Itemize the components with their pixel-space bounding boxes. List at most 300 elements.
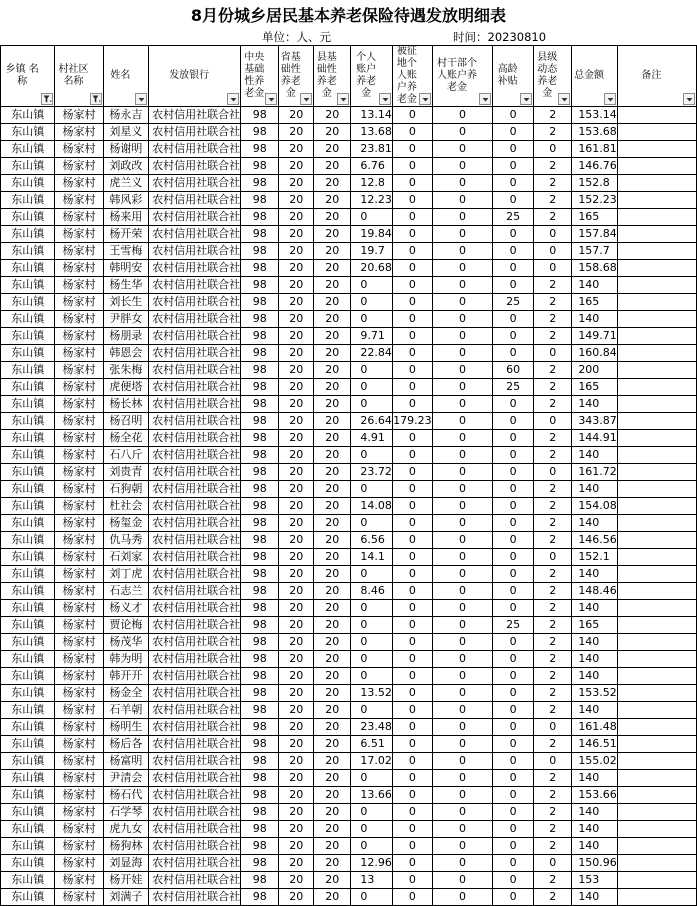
town-cell[interactable]: 东山镇 bbox=[1, 583, 55, 600]
name-cell[interactable]: 王雪梅 bbox=[103, 243, 149, 260]
personal-account-cell[interactable]: 6.51 bbox=[351, 736, 393, 753]
personal-account-cell[interactable]: 0 bbox=[351, 838, 393, 855]
land-account-cell[interactable]: 0 bbox=[392, 838, 432, 855]
central-pension-cell[interactable]: 98 bbox=[241, 549, 279, 566]
province-pension-cell[interactable]: 20 bbox=[279, 413, 314, 430]
name-cell[interactable]: 杨朋录 bbox=[103, 328, 149, 345]
central-pension-cell[interactable]: 98 bbox=[241, 447, 279, 464]
name-cell[interactable]: 杨生华 bbox=[103, 277, 149, 294]
age-subsidy-cell[interactable]: 0 bbox=[493, 498, 534, 515]
province-pension-cell[interactable]: 20 bbox=[279, 872, 314, 889]
age-subsidy-cell[interactable]: 0 bbox=[493, 753, 534, 770]
name-cell[interactable]: 杨谢明 bbox=[103, 141, 149, 158]
personal-account-cell[interactable]: 19.84 bbox=[351, 226, 393, 243]
filter-dropdown-button[interactable] bbox=[300, 93, 312, 105]
age-subsidy-cell[interactable]: 0 bbox=[493, 141, 534, 158]
province-pension-cell[interactable]: 20 bbox=[279, 634, 314, 651]
age-subsidy-cell[interactable]: 0 bbox=[493, 566, 534, 583]
total-amount-cell[interactable]: 165 bbox=[572, 294, 618, 311]
name-cell[interactable]: 杨义才 bbox=[103, 600, 149, 617]
land-account-cell[interactable]: 179.23 bbox=[392, 413, 432, 430]
land-account-cell[interactable]: 0 bbox=[392, 209, 432, 226]
age-subsidy-cell[interactable]: 0 bbox=[493, 549, 534, 566]
cadre-account-cell[interactable]: 0 bbox=[432, 277, 492, 294]
dynamic-pension-cell[interactable]: 2 bbox=[534, 124, 572, 141]
age-subsidy-cell[interactable]: 0 bbox=[493, 175, 534, 192]
name-cell[interactable]: 仇马秀 bbox=[103, 532, 149, 549]
personal-account-cell[interactable]: 6.76 bbox=[351, 158, 393, 175]
name-cell[interactable]: 刘显海 bbox=[103, 855, 149, 872]
total-amount-cell[interactable]: 140 bbox=[572, 311, 618, 328]
bank-cell[interactable]: 农村信用社联合社 bbox=[149, 617, 241, 634]
province-pension-cell[interactable]: 20 bbox=[279, 515, 314, 532]
note-cell[interactable] bbox=[617, 158, 696, 175]
age-subsidy-cell[interactable]: 0 bbox=[493, 158, 534, 175]
total-amount-cell[interactable]: 140 bbox=[572, 804, 618, 821]
total-amount-cell[interactable]: 154.08 bbox=[572, 498, 618, 515]
land-account-cell[interactable]: 0 bbox=[392, 141, 432, 158]
age-subsidy-cell[interactable]: 0 bbox=[493, 668, 534, 685]
land-account-cell[interactable]: 0 bbox=[392, 328, 432, 345]
town-cell[interactable]: 东山镇 bbox=[1, 889, 55, 906]
town-cell[interactable]: 东山镇 bbox=[1, 175, 55, 192]
province-pension-cell[interactable]: 20 bbox=[279, 753, 314, 770]
county-pension-cell[interactable]: 20 bbox=[314, 651, 351, 668]
bank-cell[interactable]: 农村信用社联合社 bbox=[149, 702, 241, 719]
bank-cell[interactable]: 农村信用社联合社 bbox=[149, 396, 241, 413]
note-cell[interactable] bbox=[617, 498, 696, 515]
filter-dropdown-button[interactable] bbox=[265, 93, 277, 105]
age-subsidy-cell[interactable]: 0 bbox=[493, 243, 534, 260]
personal-account-cell[interactable]: 22.84 bbox=[351, 345, 393, 362]
county-pension-cell[interactable]: 20 bbox=[314, 209, 351, 226]
note-cell[interactable] bbox=[617, 634, 696, 651]
village-cell[interactable]: 杨家村 bbox=[55, 209, 103, 226]
village-cell[interactable]: 杨家村 bbox=[55, 345, 103, 362]
note-cell[interactable] bbox=[617, 736, 696, 753]
central-pension-cell[interactable]: 98 bbox=[241, 379, 279, 396]
land-account-cell[interactable]: 0 bbox=[392, 277, 432, 294]
land-account-cell[interactable]: 0 bbox=[392, 600, 432, 617]
province-pension-cell[interactable]: 20 bbox=[279, 345, 314, 362]
town-cell[interactable]: 东山镇 bbox=[1, 345, 55, 362]
province-pension-cell[interactable]: 20 bbox=[279, 821, 314, 838]
county-pension-cell[interactable]: 20 bbox=[314, 821, 351, 838]
dynamic-pension-cell[interactable]: 2 bbox=[534, 838, 572, 855]
age-subsidy-cell[interactable]: 0 bbox=[493, 515, 534, 532]
cadre-account-cell[interactable]: 0 bbox=[432, 158, 492, 175]
personal-account-cell[interactable]: 12.96 bbox=[351, 855, 393, 872]
dynamic-pension-cell[interactable]: 2 bbox=[534, 430, 572, 447]
age-subsidy-cell[interactable]: 0 bbox=[493, 396, 534, 413]
village-cell[interactable]: 杨家村 bbox=[55, 549, 103, 566]
central-pension-cell[interactable]: 98 bbox=[241, 192, 279, 209]
total-amount-cell[interactable]: 343.87 bbox=[572, 413, 618, 430]
personal-account-cell[interactable]: 23.48 bbox=[351, 719, 393, 736]
cadre-account-cell[interactable]: 0 bbox=[432, 260, 492, 277]
dynamic-pension-cell[interactable]: 2 bbox=[534, 668, 572, 685]
age-subsidy-cell[interactable]: 60 bbox=[493, 362, 534, 379]
village-cell[interactable]: 杨家村 bbox=[55, 770, 103, 787]
personal-account-cell[interactable]: 0 bbox=[351, 209, 393, 226]
age-subsidy-cell[interactable]: 0 bbox=[493, 838, 534, 855]
total-amount-cell[interactable]: 146.51 bbox=[572, 736, 618, 753]
total-amount-cell[interactable]: 140 bbox=[572, 634, 618, 651]
name-cell[interactable]: 杨富明 bbox=[103, 753, 149, 770]
personal-account-cell[interactable]: 0 bbox=[351, 889, 393, 906]
cadre-account-cell[interactable]: 0 bbox=[432, 481, 492, 498]
province-pension-cell[interactable]: 20 bbox=[279, 294, 314, 311]
name-cell[interactable]: 尹清会 bbox=[103, 770, 149, 787]
county-pension-cell[interactable]: 20 bbox=[314, 753, 351, 770]
name-cell[interactable]: 石志兰 bbox=[103, 583, 149, 600]
total-amount-cell[interactable]: 157.7 bbox=[572, 243, 618, 260]
note-cell[interactable] bbox=[617, 107, 696, 124]
personal-account-cell[interactable]: 0 bbox=[351, 702, 393, 719]
total-amount-cell[interactable]: 153.52 bbox=[572, 685, 618, 702]
land-account-cell[interactable]: 0 bbox=[392, 107, 432, 124]
province-pension-cell[interactable]: 20 bbox=[279, 651, 314, 668]
central-pension-cell[interactable]: 98 bbox=[241, 787, 279, 804]
land-account-cell[interactable]: 0 bbox=[392, 192, 432, 209]
dynamic-pension-cell[interactable]: 2 bbox=[534, 481, 572, 498]
land-account-cell[interactable]: 0 bbox=[392, 362, 432, 379]
land-account-cell[interactable]: 0 bbox=[392, 294, 432, 311]
land-account-cell[interactable]: 0 bbox=[392, 430, 432, 447]
village-cell[interactable]: 杨家村 bbox=[55, 141, 103, 158]
town-cell[interactable]: 东山镇 bbox=[1, 685, 55, 702]
bank-cell[interactable]: 农村信用社联合社 bbox=[149, 345, 241, 362]
central-pension-cell[interactable]: 98 bbox=[241, 583, 279, 600]
bank-cell[interactable]: 农村信用社联合社 bbox=[149, 651, 241, 668]
age-subsidy-cell[interactable]: 0 bbox=[493, 804, 534, 821]
dynamic-pension-cell[interactable]: 0 bbox=[534, 719, 572, 736]
personal-account-cell[interactable]: 23.72 bbox=[351, 464, 393, 481]
cadre-account-cell[interactable]: 0 bbox=[432, 736, 492, 753]
bank-cell[interactable]: 农村信用社联合社 bbox=[149, 600, 241, 617]
name-cell[interactable]: 刘丁虎 bbox=[103, 566, 149, 583]
dynamic-pension-cell[interactable]: 2 bbox=[534, 277, 572, 294]
dynamic-pension-cell[interactable]: 2 bbox=[534, 685, 572, 702]
dynamic-pension-cell[interactable]: 2 bbox=[534, 498, 572, 515]
county-pension-cell[interactable]: 20 bbox=[314, 328, 351, 345]
name-cell[interactable]: 杨狗林 bbox=[103, 838, 149, 855]
county-pension-cell[interactable]: 20 bbox=[314, 549, 351, 566]
personal-account-cell[interactable]: 13.14 bbox=[351, 107, 393, 124]
village-cell[interactable]: 杨家村 bbox=[55, 362, 103, 379]
province-pension-cell[interactable]: 20 bbox=[279, 787, 314, 804]
note-cell[interactable] bbox=[617, 804, 696, 821]
name-cell[interactable]: 刘满子 bbox=[103, 889, 149, 906]
village-cell[interactable]: 杨家村 bbox=[55, 583, 103, 600]
village-cell[interactable]: 杨家村 bbox=[55, 260, 103, 277]
note-cell[interactable] bbox=[617, 447, 696, 464]
central-pension-cell[interactable]: 98 bbox=[241, 600, 279, 617]
bank-cell[interactable]: 农村信用社联合社 bbox=[149, 141, 241, 158]
central-pension-cell[interactable]: 98 bbox=[241, 498, 279, 515]
village-cell[interactable]: 杨家村 bbox=[55, 430, 103, 447]
cadre-account-cell[interactable]: 0 bbox=[432, 498, 492, 515]
dynamic-pension-cell[interactable]: 2 bbox=[534, 311, 572, 328]
land-account-cell[interactable]: 0 bbox=[392, 634, 432, 651]
cadre-account-cell[interactable]: 0 bbox=[432, 685, 492, 702]
dynamic-pension-cell[interactable]: 2 bbox=[534, 634, 572, 651]
note-cell[interactable] bbox=[617, 481, 696, 498]
county-pension-cell[interactable]: 20 bbox=[314, 379, 351, 396]
total-amount-cell[interactable]: 140 bbox=[572, 600, 618, 617]
note-cell[interactable] bbox=[617, 872, 696, 889]
central-pension-cell[interactable]: 98 bbox=[241, 481, 279, 498]
province-pension-cell[interactable]: 20 bbox=[279, 158, 314, 175]
name-cell[interactable]: 韩风彩 bbox=[103, 192, 149, 209]
total-amount-cell[interactable]: 152.23 bbox=[572, 192, 618, 209]
dynamic-pension-cell[interactable]: 2 bbox=[534, 583, 572, 600]
village-cell[interactable]: 杨家村 bbox=[55, 175, 103, 192]
cadre-account-cell[interactable]: 0 bbox=[432, 515, 492, 532]
total-amount-cell[interactable]: 140 bbox=[572, 566, 618, 583]
town-cell[interactable]: 东山镇 bbox=[1, 379, 55, 396]
central-pension-cell[interactable]: 98 bbox=[241, 821, 279, 838]
land-account-cell[interactable]: 0 bbox=[392, 515, 432, 532]
land-account-cell[interactable]: 0 bbox=[392, 124, 432, 141]
name-cell[interactable]: 刘长生 bbox=[103, 294, 149, 311]
filter-dropdown-button[interactable] bbox=[135, 93, 147, 105]
name-cell[interactable]: 尹胖女 bbox=[103, 311, 149, 328]
county-pension-cell[interactable]: 20 bbox=[314, 192, 351, 209]
dynamic-pension-cell[interactable]: 2 bbox=[534, 702, 572, 719]
village-cell[interactable]: 杨家村 bbox=[55, 158, 103, 175]
total-amount-cell[interactable]: 152.1 bbox=[572, 549, 618, 566]
total-amount-cell[interactable]: 157.84 bbox=[572, 226, 618, 243]
central-pension-cell[interactable]: 98 bbox=[241, 770, 279, 787]
county-pension-cell[interactable]: 20 bbox=[314, 515, 351, 532]
village-cell[interactable]: 杨家村 bbox=[55, 719, 103, 736]
village-cell[interactable]: 杨家村 bbox=[55, 838, 103, 855]
name-cell[interactable]: 杨玺金 bbox=[103, 515, 149, 532]
dynamic-pension-cell[interactable]: 0 bbox=[534, 243, 572, 260]
total-amount-cell[interactable]: 140 bbox=[572, 481, 618, 498]
land-account-cell[interactable]: 0 bbox=[392, 447, 432, 464]
bank-cell[interactable]: 农村信用社联合社 bbox=[149, 804, 241, 821]
bank-cell[interactable]: 农村信用社联合社 bbox=[149, 566, 241, 583]
total-amount-cell[interactable]: 140 bbox=[572, 702, 618, 719]
note-cell[interactable] bbox=[617, 345, 696, 362]
town-cell[interactable]: 东山镇 bbox=[1, 600, 55, 617]
dynamic-pension-cell[interactable]: 2 bbox=[534, 804, 572, 821]
town-cell[interactable]: 东山镇 bbox=[1, 158, 55, 175]
county-pension-cell[interactable]: 20 bbox=[314, 464, 351, 481]
name-cell[interactable]: 杨长林 bbox=[103, 396, 149, 413]
land-account-cell[interactable]: 0 bbox=[392, 821, 432, 838]
province-pension-cell[interactable]: 20 bbox=[279, 719, 314, 736]
bank-cell[interactable]: 农村信用社联合社 bbox=[149, 787, 241, 804]
village-cell[interactable]: 杨家村 bbox=[55, 413, 103, 430]
county-pension-cell[interactable]: 20 bbox=[314, 838, 351, 855]
central-pension-cell[interactable]: 98 bbox=[241, 889, 279, 906]
personal-account-cell[interactable]: 6.56 bbox=[351, 532, 393, 549]
county-pension-cell[interactable]: 20 bbox=[314, 124, 351, 141]
personal-account-cell[interactable]: 23.81 bbox=[351, 141, 393, 158]
dynamic-pension-cell[interactable]: 0 bbox=[534, 345, 572, 362]
land-account-cell[interactable]: 0 bbox=[392, 617, 432, 634]
county-pension-cell[interactable]: 20 bbox=[314, 498, 351, 515]
town-cell[interactable]: 东山镇 bbox=[1, 413, 55, 430]
note-cell[interactable] bbox=[617, 124, 696, 141]
county-pension-cell[interactable]: 20 bbox=[314, 277, 351, 294]
bank-cell[interactable]: 农村信用社联合社 bbox=[149, 838, 241, 855]
county-pension-cell[interactable]: 20 bbox=[314, 243, 351, 260]
land-account-cell[interactable]: 0 bbox=[392, 379, 432, 396]
personal-account-cell[interactable]: 13.66 bbox=[351, 787, 393, 804]
land-account-cell[interactable]: 0 bbox=[392, 889, 432, 906]
personal-account-cell[interactable]: 0 bbox=[351, 277, 393, 294]
province-pension-cell[interactable]: 20 bbox=[279, 124, 314, 141]
note-cell[interactable] bbox=[617, 821, 696, 838]
village-cell[interactable]: 杨家村 bbox=[55, 226, 103, 243]
personal-account-cell[interactable]: 0 bbox=[351, 481, 393, 498]
central-pension-cell[interactable]: 98 bbox=[241, 226, 279, 243]
town-cell[interactable]: 东山镇 bbox=[1, 311, 55, 328]
village-cell[interactable]: 杨家村 bbox=[55, 277, 103, 294]
note-cell[interactable] bbox=[617, 192, 696, 209]
filter-dropdown-button[interactable] bbox=[604, 93, 616, 105]
note-cell[interactable] bbox=[617, 770, 696, 787]
total-amount-cell[interactable]: 153.14 bbox=[572, 107, 618, 124]
town-cell[interactable]: 东山镇 bbox=[1, 498, 55, 515]
village-cell[interactable]: 杨家村 bbox=[55, 855, 103, 872]
province-pension-cell[interactable]: 20 bbox=[279, 464, 314, 481]
village-cell[interactable]: 杨家村 bbox=[55, 532, 103, 549]
town-cell[interactable]: 东山镇 bbox=[1, 464, 55, 481]
central-pension-cell[interactable]: 98 bbox=[241, 294, 279, 311]
total-amount-cell[interactable]: 140 bbox=[572, 668, 618, 685]
county-pension-cell[interactable]: 20 bbox=[314, 634, 351, 651]
name-cell[interactable]: 杜社会 bbox=[103, 498, 149, 515]
county-pension-cell[interactable]: 20 bbox=[314, 226, 351, 243]
land-account-cell[interactable]: 0 bbox=[392, 226, 432, 243]
total-amount-cell[interactable]: 140 bbox=[572, 447, 618, 464]
personal-account-cell[interactable]: 14.1 bbox=[351, 549, 393, 566]
name-cell[interactable]: 杨永吉 bbox=[103, 107, 149, 124]
land-account-cell[interactable]: 0 bbox=[392, 481, 432, 498]
bank-cell[interactable]: 农村信用社联合社 bbox=[149, 583, 241, 600]
county-pension-cell[interactable]: 20 bbox=[314, 617, 351, 634]
cadre-account-cell[interactable]: 0 bbox=[432, 141, 492, 158]
personal-account-cell[interactable]: 0 bbox=[351, 515, 393, 532]
cadre-account-cell[interactable]: 0 bbox=[432, 209, 492, 226]
central-pension-cell[interactable]: 98 bbox=[241, 362, 279, 379]
dynamic-pension-cell[interactable]: 2 bbox=[534, 158, 572, 175]
cadre-account-cell[interactable]: 0 bbox=[432, 107, 492, 124]
note-cell[interactable] bbox=[617, 668, 696, 685]
town-cell[interactable]: 东山镇 bbox=[1, 430, 55, 447]
town-cell[interactable]: 东山镇 bbox=[1, 294, 55, 311]
age-subsidy-cell[interactable]: 0 bbox=[493, 872, 534, 889]
name-cell[interactable]: 杨开娃 bbox=[103, 872, 149, 889]
bank-cell[interactable]: 农村信用社联合社 bbox=[149, 634, 241, 651]
town-cell[interactable]: 东山镇 bbox=[1, 447, 55, 464]
bank-cell[interactable]: 农村信用社联合社 bbox=[149, 872, 241, 889]
name-cell[interactable]: 虎九女 bbox=[103, 821, 149, 838]
bank-cell[interactable]: 农村信用社联合社 bbox=[149, 209, 241, 226]
town-cell[interactable]: 东山镇 bbox=[1, 770, 55, 787]
personal-account-cell[interactable]: 0 bbox=[351, 804, 393, 821]
note-cell[interactable] bbox=[617, 362, 696, 379]
bank-cell[interactable]: 农村信用社联合社 bbox=[149, 328, 241, 345]
filter-dropdown-button[interactable] bbox=[227, 93, 239, 105]
personal-account-cell[interactable]: 4.91 bbox=[351, 430, 393, 447]
land-account-cell[interactable]: 0 bbox=[392, 158, 432, 175]
town-cell[interactable]: 东山镇 bbox=[1, 226, 55, 243]
central-pension-cell[interactable]: 98 bbox=[241, 124, 279, 141]
note-cell[interactable] bbox=[617, 243, 696, 260]
note-cell[interactable] bbox=[617, 583, 696, 600]
village-cell[interactable]: 杨家村 bbox=[55, 566, 103, 583]
cadre-account-cell[interactable]: 0 bbox=[432, 124, 492, 141]
town-cell[interactable]: 东山镇 bbox=[1, 192, 55, 209]
land-account-cell[interactable]: 0 bbox=[392, 498, 432, 515]
province-pension-cell[interactable]: 20 bbox=[279, 617, 314, 634]
province-pension-cell[interactable]: 20 bbox=[279, 532, 314, 549]
name-cell[interactable]: 杨全花 bbox=[103, 430, 149, 447]
age-subsidy-cell[interactable]: 0 bbox=[493, 447, 534, 464]
personal-account-cell[interactable]: 8.46 bbox=[351, 583, 393, 600]
central-pension-cell[interactable]: 98 bbox=[241, 243, 279, 260]
name-cell[interactable]: 杨金全 bbox=[103, 685, 149, 702]
total-amount-cell[interactable]: 140 bbox=[572, 770, 618, 787]
village-cell[interactable]: 杨家村 bbox=[55, 787, 103, 804]
filter-dropdown-button[interactable] bbox=[683, 93, 695, 105]
cadre-account-cell[interactable]: 0 bbox=[432, 294, 492, 311]
cadre-account-cell[interactable]: 0 bbox=[432, 583, 492, 600]
central-pension-cell[interactable]: 98 bbox=[241, 668, 279, 685]
name-cell[interactable]: 刘贵青 bbox=[103, 464, 149, 481]
total-amount-cell[interactable]: 161.48 bbox=[572, 719, 618, 736]
county-pension-cell[interactable]: 20 bbox=[314, 600, 351, 617]
village-cell[interactable]: 杨家村 bbox=[55, 379, 103, 396]
county-pension-cell[interactable]: 20 bbox=[314, 362, 351, 379]
note-cell[interactable] bbox=[617, 787, 696, 804]
dynamic-pension-cell[interactable]: 0 bbox=[534, 141, 572, 158]
county-pension-cell[interactable]: 20 bbox=[314, 719, 351, 736]
cadre-account-cell[interactable]: 0 bbox=[432, 634, 492, 651]
town-cell[interactable]: 东山镇 bbox=[1, 668, 55, 685]
age-subsidy-cell[interactable]: 0 bbox=[493, 277, 534, 294]
land-account-cell[interactable]: 0 bbox=[392, 668, 432, 685]
age-subsidy-cell[interactable]: 0 bbox=[493, 736, 534, 753]
central-pension-cell[interactable]: 98 bbox=[241, 702, 279, 719]
town-cell[interactable]: 东山镇 bbox=[1, 549, 55, 566]
town-cell[interactable]: 东山镇 bbox=[1, 277, 55, 294]
central-pension-cell[interactable]: 98 bbox=[241, 107, 279, 124]
central-pension-cell[interactable]: 98 bbox=[241, 855, 279, 872]
total-amount-cell[interactable]: 165 bbox=[572, 209, 618, 226]
dynamic-pension-cell[interactable]: 2 bbox=[534, 787, 572, 804]
county-pension-cell[interactable]: 20 bbox=[314, 158, 351, 175]
central-pension-cell[interactable]: 98 bbox=[241, 634, 279, 651]
dynamic-pension-cell[interactable]: 0 bbox=[534, 226, 572, 243]
village-cell[interactable]: 杨家村 bbox=[55, 464, 103, 481]
village-cell[interactable]: 杨家村 bbox=[55, 498, 103, 515]
town-cell[interactable]: 东山镇 bbox=[1, 821, 55, 838]
age-subsidy-cell[interactable]: 0 bbox=[493, 413, 534, 430]
age-subsidy-cell[interactable]: 0 bbox=[493, 311, 534, 328]
name-cell[interactable]: 韩为明 bbox=[103, 651, 149, 668]
note-cell[interactable] bbox=[617, 600, 696, 617]
name-cell[interactable]: 杨茂华 bbox=[103, 634, 149, 651]
dynamic-pension-cell[interactable]: 0 bbox=[534, 855, 572, 872]
province-pension-cell[interactable]: 20 bbox=[279, 600, 314, 617]
